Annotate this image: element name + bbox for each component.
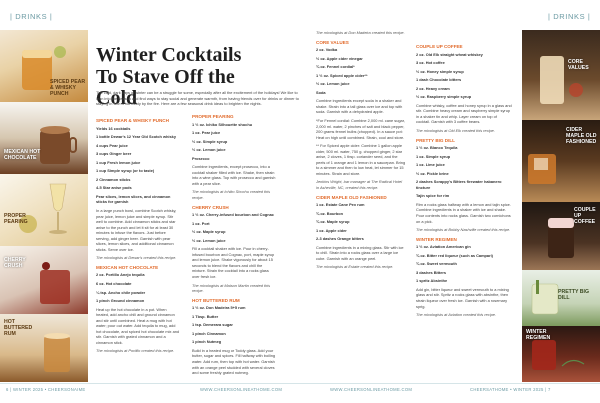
ingredient: 6 oz. Hot chocolate xyxy=(96,280,132,286)
recipe-credit: The mixologists at Maison Martin created this recipe. xyxy=(192,282,271,294)
photo-caption: CHERRY CRUSH xyxy=(4,257,26,269)
ingredient: 1 oz. Simple syrup xyxy=(416,153,451,159)
ingredient: ¾ oz. Bitter red liqueur (such as Campari) xyxy=(416,252,493,258)
ingredient: 3 dashes Bitters xyxy=(416,269,447,275)
recipe-title: PRETTY BIG DILL xyxy=(416,137,455,143)
ingredient: ¾ oz. Fennel cordial* xyxy=(316,64,355,70)
section-tag-left: | DRINKS | xyxy=(10,12,53,21)
ingredient: ½ oz. Honey simple syrup xyxy=(416,68,464,74)
footer-left: 6 | WINTER 2025 • CHEERSONAIME xyxy=(6,387,86,392)
recipe-note: ** For Spiced apple cider: Combine 1 gallon apple cider, 500 ml. water, 750 g. chopped ginger, 2 star anise, 2 cloves, 1 tbsp. coriander seed, and the peels of 1 orange and 1 lemon in a saucepan. Bring to a simmer and then to low heat, let simmer for 15 minutes. Strain and store. xyxy=(316,143,406,176)
photo-caption: SPICED PEAR & WHISKY PUNCH xyxy=(50,79,86,97)
recipe-credit: The mixologists at Old Elk created this recipe. xyxy=(416,127,495,133)
highball-glass-icon xyxy=(522,30,600,120)
recipe-title: CHERRY CRUSH xyxy=(192,204,229,210)
photo-caption: MEXICAN HOT CHOCOLATE xyxy=(4,149,41,161)
recipe-title: WINTER REGIMEN xyxy=(416,236,457,242)
column-3 xyxy=(316,30,406,273)
photo-pretty-big-dill xyxy=(522,270,600,326)
footer-divider xyxy=(0,383,600,384)
ingredient-list xyxy=(192,122,276,162)
ingredient: 1 pinch Nutmeg xyxy=(192,339,222,345)
ingredient: ½ oz. Lemon juice xyxy=(192,147,226,153)
recipe-method: Build in a heated mug or Toddy glass. Add your butter, sugar and spices. Fill halfway with boiling water. Add rum, then top with hot water. Garnish with an orange peel studded with several cloves and some freshly grated nutmeg. xyxy=(192,347,276,376)
photo-caption: HOT BUTTERED RUM xyxy=(4,319,33,337)
ingredient: ½ oz. Simple syrup xyxy=(192,138,228,144)
ingredient: 4 cups Pear juice xyxy=(96,142,128,148)
ingredient-list xyxy=(96,126,180,205)
footer-center-right: WWW.CHEERSONLINEATHOME.COM xyxy=(330,387,413,392)
ingredient: 1 ½ oz. Blanco Tequila xyxy=(416,145,458,151)
photo-core-values xyxy=(522,30,600,120)
recipe-note: *For Fennel cordial: Combine 2,000 ml. cane sugar, 2,000 ml. water, 2 pinches of salt and black pepper, 200 grams fennel bulbs (chopped). In a sauce pot: Heat on high until combined. Strain, cool and store. xyxy=(316,117,405,140)
ingredient: 1 oz. Port xyxy=(192,220,210,226)
ingredient: 3 oz. Hot coffee xyxy=(416,60,445,66)
ingredient: 1 ½ oz. Ichiko Silhouette shochu xyxy=(192,121,253,127)
photo-proper-pearing xyxy=(0,174,88,246)
recipe-method: Combine whisky, coffee and honey syrup in a glass and stir. Combine heavy cream and raspberry simple syrup in a shaker tin and whip. Layer cream on top of cocktail. Garnish with 3 coffee beans. xyxy=(416,102,512,125)
ingredient: 1 oz. Pear juice xyxy=(192,130,221,136)
photo-hot-buttered-rum xyxy=(0,314,88,382)
ingredient: 1 cup Simple syrup (or to taste) xyxy=(96,168,155,174)
recipe-method: Combine ingredients in a mixing glass. Stir with ice to chill. Strain into a rocks glass over a large ice cube. Garnish with an orange peel. xyxy=(316,244,404,261)
ingredient-list xyxy=(96,272,180,303)
photo-caption: PRETTY BIG DILL xyxy=(558,289,590,301)
ingredient: 1 ½ oz. Aviation American gin xyxy=(416,244,471,250)
wine-glass-icon xyxy=(0,174,88,246)
ingredient: Pear slices, lemon slices, and cinnamon sticks for garnish xyxy=(96,193,171,205)
ingredient: ¾ oz. Sweet vermouth xyxy=(416,261,457,267)
ingredient: 1 dash Chocolate bitters xyxy=(416,77,462,83)
ingredient-list xyxy=(416,52,512,100)
recipe-method: Combine ingredients except soda in a shaker and shake. Strain into a tall glass over ice and top with soda. Garnish with a dehydrated apple. xyxy=(316,98,403,115)
photo-mexican-hot-chocolate xyxy=(0,102,88,174)
ingredient: ½ oz. Pickle brine xyxy=(416,170,449,176)
ingredient: 1 bottle Dewar's 12 Year Old Scotch whisky xyxy=(96,134,176,140)
recipe-credit: The mixologists at Estate created this recipe. xyxy=(316,264,394,270)
ingredient-list xyxy=(316,47,406,95)
ingredient: 2 oz. Old Elk straight wheat whiskey xyxy=(416,51,483,57)
recipe-credit: The mixologists at Bobby Nashville created this recipe. xyxy=(416,227,511,233)
photo-caption: PROPER PEARING xyxy=(4,213,28,225)
ingredient: 1 cup Fresh lemon juice xyxy=(96,159,141,165)
recipe-credit: The mixologists at Dewar's created this recipe. xyxy=(96,255,177,261)
ingredient: 1 Tbsp. Butter xyxy=(192,313,219,319)
recipe-method: Combine ingredients, except prosecco, into a cocktail shaker filled with ice. Shake, then strain into a wine glass. Top with prosecco and garnish with a pear slice. xyxy=(192,164,276,186)
ingredient: 3 cups Ginger beer xyxy=(96,151,132,157)
footer-right: CHEERSATHOME • WINTER 2025 | 7 xyxy=(470,387,551,392)
ingredient: ¾ oz. Maple syrup xyxy=(316,219,350,225)
recipe-title: PROPER PEARING xyxy=(192,114,234,119)
ingredient: Soda xyxy=(316,89,326,95)
ingredient: ½ oz. Maple syrup xyxy=(192,229,226,235)
ingredient: 1 pinch Ground cinnamon xyxy=(96,298,145,304)
page-title: Winter Cocktails To Stave Off the Cold xyxy=(96,44,242,110)
recipe-credit: The mixologists at Portillo created this recipe. xyxy=(96,348,175,354)
recipe-credit: The mixologists at Aviation created this recipe. xyxy=(416,312,497,318)
column-4 xyxy=(416,40,512,321)
ingredient: 2 oz. Vodka xyxy=(316,47,338,53)
photo-caption: CORE VALUES xyxy=(568,59,589,71)
ingredient-list xyxy=(416,145,512,199)
ingredient: ¼ tsp. Ancho chile powder xyxy=(96,289,146,295)
recipe-method: In a large punch bowl, combine Scotch whisky, pear juice, lemon juice and simple syrup. Stir well to combine. Add cinnamon sticks and star anise to the punch and let it sit for at least 30 minutes to infuse the flavors. Just before serving, add ginger beer. Garnish with pear slices, lemon slices, and additional cinnamon sticks. Serve over ice. xyxy=(96,207,177,252)
ingredient: 1 oz. Apple cider xyxy=(316,227,347,233)
ingredient-list xyxy=(416,244,512,284)
recipe-method: Heat up the hot chocolate in a pot. When heated, add ancho chili and ground cinnamon and stir until combined. Heat a mug with hot water; pour out water. Add tequila to mug, add hot chocolate, and spiced hot chocolate mix and stir. Garnish with grated cinnamon and a cinnamon stick. xyxy=(96,306,180,345)
ingredient: ½ oz. Apple cider vinegar xyxy=(316,55,363,61)
photo-couple-up-coffee xyxy=(522,202,600,270)
ingredient: Prosecco xyxy=(192,155,210,161)
mug-icon xyxy=(0,102,88,174)
recipe-title: CIDER MAPLE OLD FASHIONED xyxy=(316,194,387,200)
photo-cherry-crush xyxy=(0,246,88,314)
ingredient: 2-3 dashes Orange bitters xyxy=(316,236,364,242)
recipe-title: SPICED PEAR & WHISKY PUNCH xyxy=(96,118,169,123)
photo-winter-regimen xyxy=(522,326,600,382)
ingredient: ½ oz. Lemon juice xyxy=(316,81,350,87)
ingredient: Tajin spice for rim xyxy=(416,193,450,199)
recipe-title: COUPLE UP COFFEE xyxy=(416,44,463,49)
ingredient: 1 oz. Lime juice xyxy=(416,162,445,168)
photo-spiced-pear-punch xyxy=(0,30,88,102)
recipe-title: HOT BUTTERED RUM xyxy=(192,297,240,303)
footer-center-left: WWW.CHEERSONLINEATHOME.COM xyxy=(200,387,283,392)
ingredient: 2 Cinnamon sticks xyxy=(96,176,131,182)
photo-cider-maple-old-fashioned xyxy=(522,120,600,202)
photo-caption: COUPLE UP COFFEE xyxy=(574,207,596,225)
recipe-credit: Jenkins Wright, bar manager at The Radical Hotel in Asheville, NC, created this recipe. xyxy=(316,179,403,190)
ingredient: 1 ½ oz. Cherry-infused bourbon and Cognac xyxy=(192,212,274,218)
ingredient: Yields 16 cocktails xyxy=(96,125,131,131)
section-tag-right: | DRINKS | xyxy=(548,12,591,21)
ingredient: 4-5 Star anise pods xyxy=(96,185,132,191)
ingredient: ½ oz. Raspberry simple syrup xyxy=(416,94,472,100)
photo-caption: WINTER REGIMEN xyxy=(526,329,551,341)
ingredient: ¾ oz. Bourbon xyxy=(316,210,344,216)
ingredient: 1 pinch Cinnamon xyxy=(192,330,226,336)
recipe-title: CORE VALUES xyxy=(316,39,349,45)
ingredient: 1 oz. Estate Cane Pex rum xyxy=(316,202,365,208)
recipe-method: Fill a cocktail shaker with ice. Pour in cherry-infused bourbon and Cognac, port, maple syrup and lemon juice. Shake vigorously for about 15 seconds to blend the flavors and chill the mixture. Strain the cocktail into a rocks glass over fresh ice. xyxy=(192,246,275,279)
recipe-method: Add gin, bitter liqueur and sweet vermouth to a mixing glass and stir. Spritz a rocks glass with absinthe, then strain liqueur over fresh ice. Garnish with a rosemary sprig. xyxy=(416,286,509,309)
ingredient-list xyxy=(192,305,276,345)
ingredient: 2 oz. Heavy cream xyxy=(416,85,450,91)
recipe-method: Rim a rocks glass halfway with a lemon and tajin spice. Combine ingredients in a shaker with ice and shake. Pour contents into rocks glass. Garnish two cornichons on a pick. xyxy=(416,201,511,224)
recipe-credit: The mixologists at Ichiko Shochu created this recipe. xyxy=(192,189,271,200)
ingredient-list xyxy=(192,212,276,243)
ingredient: 1 spritz Absinthe xyxy=(416,278,448,284)
ingredient-list xyxy=(316,202,406,242)
recipe-credit: The mixologists at Don Madeira created this recipe. xyxy=(316,30,405,35)
intro-paragraph: The cold, dark days of winter can be a struggle for some, especially after all the excitement of the holidays! We like to lean into the season and find ways to stay social and generate warmth, from having friends over for drinks or dinner to staying in with a hot toddy by the fire. Here are a few seasonal drink ideas to brighten the nights. xyxy=(96,90,299,107)
ingredient: ½ oz. Lemon juice xyxy=(192,237,226,243)
ingredient: 1 tsp. Demerara sugar xyxy=(192,322,233,328)
ingredient: 1 ½ oz. Don Madeira 5+5 rum xyxy=(192,305,246,311)
ingredient: 1 ½ oz. Spiced apple cider** xyxy=(316,72,368,78)
recipe-title: MEXICAN HOT CHOCOLATE xyxy=(96,264,159,270)
column-2 xyxy=(192,110,276,379)
photo-caption: CIDER MAPLE OLD FASHIONED xyxy=(566,127,597,145)
column-1 xyxy=(96,114,180,357)
ingredient: 2 oz. Portillo Anejo tequila xyxy=(96,272,145,278)
ingredient: 2 dashes Scrappy's Bitters firewater habanero tincture xyxy=(416,179,502,190)
